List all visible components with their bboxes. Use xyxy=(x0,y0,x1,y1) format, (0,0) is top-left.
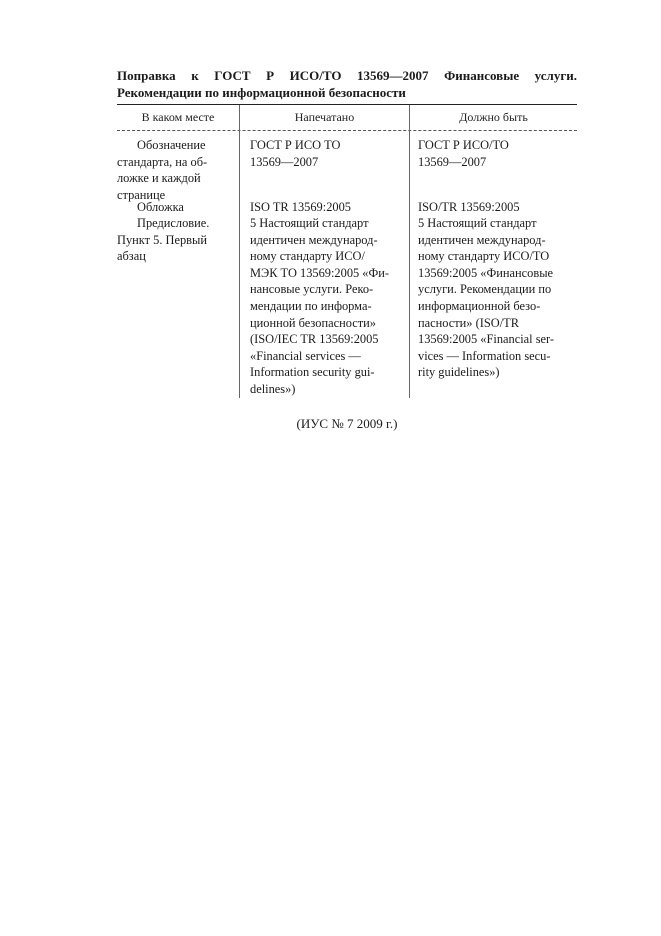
header-divider xyxy=(117,130,577,131)
column-divider xyxy=(239,105,240,398)
header-printed: Напечатано xyxy=(294,110,355,124)
row-3-printed: 5 Настоящий стандарт идентичен международ- ному стандарту ИСО/ МЭК ТО 13569:2005 «Фи- нансовые услуги. Реко- мендации по информа- ционной безопасности» (ISO/IEC TR 13569:2005 «Financial services — Information security gui- delines») xyxy=(250,216,390,396)
header-should-be: Должно быть xyxy=(459,110,528,124)
row-2-place: Обложка xyxy=(137,200,184,214)
amendment-title: Поправка к ГОСТ Р ИСО/ТО 13569—2007 Финансовые услуги. Рекомендации по информационной безопасности xyxy=(117,68,577,100)
source-footnote: (ИУС № 7 2009 г.) xyxy=(296,416,398,431)
header-place: В каком месте xyxy=(141,110,215,124)
row-2-printed: ISO TR 13569:2005 xyxy=(250,200,351,214)
row-3-should-be: 5 Настоящий стандарт идентичен международ- ному стандарту ИСО/ТО 13569:2005 «Финансовые услуги. Рекомендации по информационной безо- пасности» (ISO/TR 13569:2005 «Financial ser- vices — Information secu- rity guidelines») xyxy=(418,216,555,380)
row-3-place: Предисловие. Пункт 5. Первый абзац xyxy=(117,216,210,264)
row-2-should-be: ISO/TR 13569:2005 xyxy=(418,200,520,214)
table-top-rule xyxy=(117,104,577,105)
row-1-should-be: ГОСТ Р ИСО/ТО 13569—2007 xyxy=(418,138,509,169)
row-1-printed: ГОСТ Р ИСО ТО 13569—2007 xyxy=(250,138,341,169)
row-1-place: Обозначение стандарта, на об- ложке и каждой странице xyxy=(117,138,208,202)
column-divider xyxy=(409,105,410,398)
